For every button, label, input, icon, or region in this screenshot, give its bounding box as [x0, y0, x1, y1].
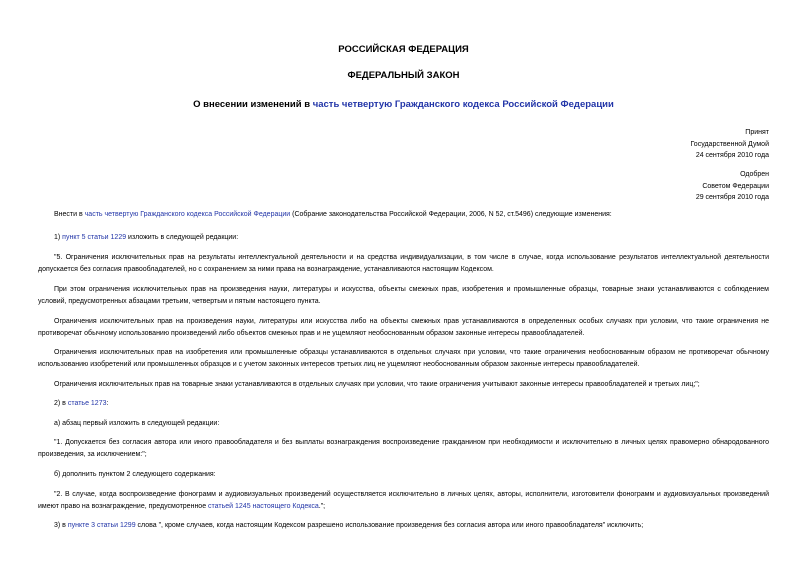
paragraph-5-quote: "5. Ограничения исключительных прав на результаты интеллектуальной деятельности и на средства индивидуализации, в том числе в случае, когда использование результатов интеллектуальной деятельности допускается без согласия правообладателей, но с сохранением за ними права на вознаграждение, устанавливаются настоящим Кодексом. — [38, 254, 769, 273]
item-3-prefix: 3) в — [54, 522, 68, 529]
paragraph-restrictions: При этом ограничения исключительных прав на произведения науки, литературы и искусства, объекты смежных прав, изобретения и промышленные образцы, товарные знаки устанавливаются с соблюдением условий, предусмотренных абзацами третьим, четвертым и пятым настоящего пункта. — [38, 286, 769, 305]
paragraph-science-works: Ограничения исключительных прав на произведения науки, литературы или искусства либо на объекты смежных прав устанавливаются в определенных особых случаях при условии, что такие ограничения не противоречат обычному использованию произведений либо объектов смежных прав и не ущемляют необоснованным образом законные интересы правообладателей. — [38, 318, 769, 337]
country-heading: РОССИЙСКАЯ ФЕДЕРАЦИЯ — [338, 44, 469, 55]
item-3-suffix: слова ", кроме случаев, когда настоящим Кодексом разрешено использование произведения без согласия автора или иного правообладателя" исключить; — [135, 522, 644, 529]
paragraph-2-suffix: ."; — [318, 502, 326, 510]
item-2-link[interactable]: статье 1273 — [67, 400, 107, 407]
approved-body: Советом Федерации — [702, 182, 769, 190]
paragraph-2-link[interactable]: статьей 1245 настоящего Кодекса — [208, 502, 319, 510]
item-3-link[interactable]: пункте 3 статьи 1299 — [67, 522, 136, 529]
intro-paragraph — [38, 209, 769, 221]
approved-block — [569, 169, 769, 204]
approved-date: 29 сентября 2010 года — [695, 194, 769, 201]
paragraph-2-quote — [38, 489, 769, 512]
item-2-suffix: : — [106, 400, 109, 407]
intro-link[interactable]: часть четвертую Гражданского кодекса Российской Федерации — [84, 211, 291, 218]
item-2b: б) дополнить пунктом 2 следующего содержания: — [54, 471, 216, 478]
law-title-prefix: О внесении изменений в — [193, 99, 313, 110]
item-1-link[interactable]: пункт 5 статьи 1229 — [62, 234, 127, 241]
adopted-block — [569, 127, 769, 162]
item-2a: а) абзац первый изложить в следующей редакции: — [54, 420, 220, 427]
intro-suffix: (Собрание законодательства Российской Федерации, 2006, N 52, ст.5496) следующие изменения: — [290, 211, 612, 218]
item-1 — [38, 232, 769, 244]
adopted-date: 24 сентября 2010 года — [695, 152, 769, 159]
paragraph-trademarks: Ограничения исключительных прав на товарные знаки устанавливаются в отдельных случаях при условии, что такие ограничения учитывают законные интересы правообладателей и третьих лиц;"; — [54, 381, 700, 388]
item-1-number: 1) — [54, 234, 63, 241]
doc-type-heading: ФЕДЕРАЛЬНЫЙ ЗАКОН — [347, 70, 460, 81]
adopted-body: Государственной Думой — [690, 140, 769, 148]
paragraph-1-quote: "1. Допускается без согласия автора или иного правообладателя и без выплаты вознаграждения воспроизведение гражданином при необходимости и исключительно в личных целях правомерно обнародованного произведения, за исключением:"; — [38, 439, 769, 458]
item-1-suffix: изложить в следующей редакции: — [126, 234, 239, 241]
paragraph-2-prefix: "2. В случае, когда воспроизведение фонограмм и аудиовизуальных произведений осуществляется исключительно в личных целях, авторы, исполнители, изготовители фонограмм и аудиовизуальных произведений имеют право на вознаграждение, предусмотренное — [38, 491, 769, 510]
item-2-number: 2) в — [54, 400, 68, 407]
paragraph-inventions: Ограничения исключительных прав на изобретения или промышленные образцы устанавливаются в отдельных случаях при условии, что такие ограничения необоснованным образом не противоречат обычному использованию изобретений или промышленных образцов и с учетом законных интересов третьих лиц не ущемляют необоснованным образом законные интересы правообладателей. — [38, 349, 769, 368]
approved-label: Одобрен — [740, 171, 769, 178]
intro-prefix: Внести в — [54, 211, 85, 218]
item-3 — [38, 520, 769, 532]
item-2 — [38, 398, 769, 410]
adopted-label: Принят — [745, 129, 769, 136]
law-title — [0, 99, 807, 110]
law-title-link[interactable]: часть четвертую Гражданского кодекса Российской Федерации — [312, 99, 614, 110]
